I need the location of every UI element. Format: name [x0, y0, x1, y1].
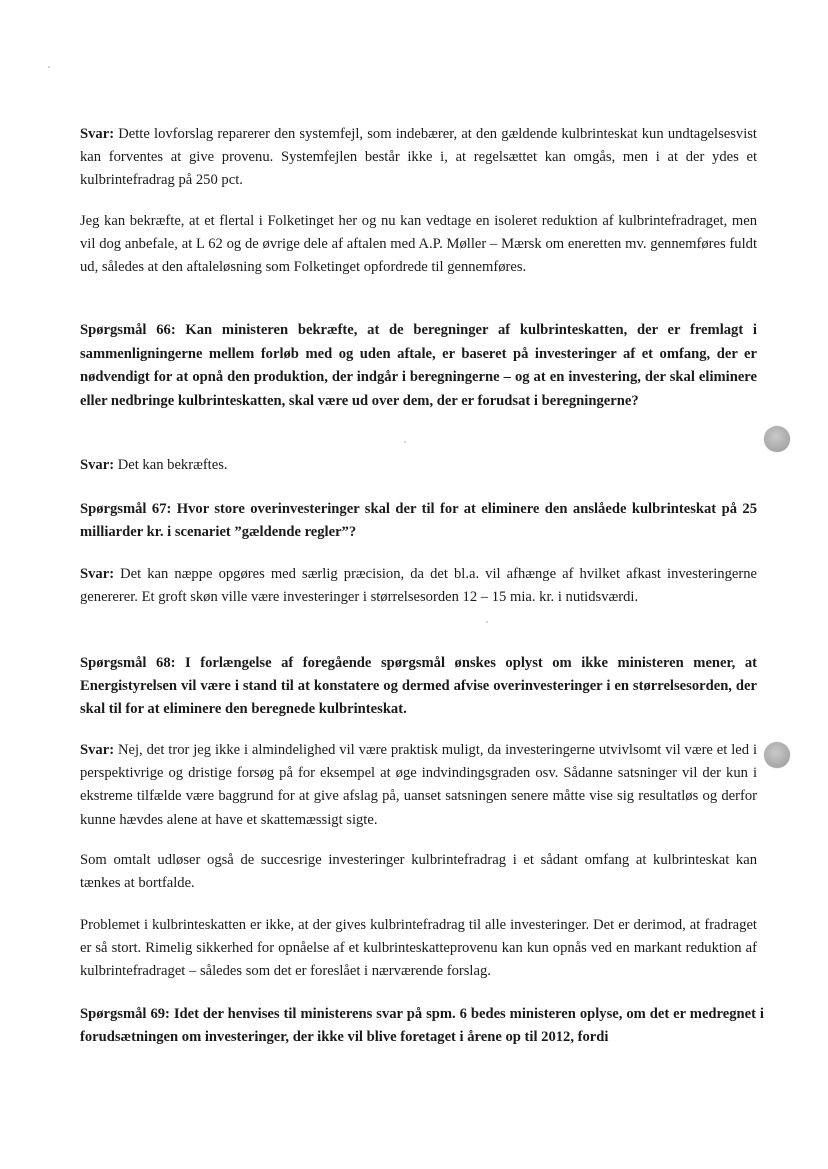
answer-text: Det kan næppe opgøres med særlig præcision, da det bl.a. vil afhænge af hvilket afkast investeringerne genererer. Et groft skøn ville være investeringer i størrelsesorden 12 – 15 mia. kr. i nutidsværdi. — [80, 566, 757, 606]
answer-label: Svar: — [80, 457, 115, 473]
scan-speck — [486, 621, 488, 623]
question-66: Spørgsmål 66: Kan ministeren bekræfte, at de beregninger af kulbrinteskatten, der er fremlagt i sammenligningerne mellem forløb med og uden aftale, er baseret på investeringer af et omfang, der er nødvendigt for at opnå den produktion, der indgår i beregningerne – og at en investering, der skal eliminere eller nedbringe kulbrinteskatten, skal være ud over dem, der er forudsat i beregningerne? — [80, 322, 757, 409]
answer-text: Nej, det tror jeg ikke i almindelighed vil være praktisk muligt, da investeringerne utvivlsomt vil være et led i perspektivrige og dristige forsøg på for eksempel at øge indvindingsgraden osv. Sådanne satsninger vil der kun i ekstreme tilfælde være baggrund for at give afslag på, uanset satsningen senere måtte vise sig resultatløs og derfor kunne hævdes alene at have et skattemæssigt sigte. — [80, 742, 757, 828]
punch-hole-mark — [764, 742, 790, 768]
body-paragraph: Jeg kan bekræfte, at et flertal i Folketinget her og nu kan vedtage en isoleret reduktion af kulbrintefradraget, men vil dog anbefale, at L 62 og de øvrige dele af aftalen med A.P. Møller – Mærsk om eneretten mv. gennemføres fuldt ud, således at den aftaleløsning som Folketinget opfordrede til gennemføres. — [80, 213, 757, 276]
question-67: Spørgsmål 67: Hvor store overinvesteringer skal der til for at eliminere den anslåede kulbrinteskat på 25 milliarder kr. i scenariet ”gældende regler”? — [80, 501, 757, 541]
body-paragraph: Problemet i kulbrinteskatten er ikke, at der gives kulbrintefradrag til alle investeringer. Det er derimod, at fradraget er så stort. Rimelig sikkerhed for opnåelse af et kulbrinteskatteprovenu kan kun opnås ved en markant reduktion af kulbrintefradraget – således som det er foreslået i nærværende forslag. — [80, 917, 757, 980]
answer-paragraph — [80, 739, 757, 832]
question-68: Spørgsmål 68: I forlængelse af foregående spørgsmål ønskes oplyst om ikke ministeren mener, at Energistyrelsen vil være i stand til at konstatere og dermed afvise overinvesteringer i en størrelsesorden, der skal til for at eliminere den beregnede kulbrinteskat. — [80, 655, 757, 718]
answer-text: Dette lovforslag reparerer den systemfejl, som indebærer, at den gældende kulbrinteskat kun undtagelsesvist kan forventes at give provenu. Systemfejlen består ikke i, at regelsættet kan omgås, men i at der ydes et kulbrintefradrag på 250 pct. — [80, 126, 757, 189]
question-69: Spørgsmål 69: Idet der henvises til ministerens svar på spm. 6 bedes ministeren oplyse, om det er medregnet i forudsætningen om investeringer, der ikke vil blive foretaget i årene op til 2012, fordi — [80, 1006, 764, 1046]
answer-label: Svar: — [80, 566, 115, 582]
scan-speck — [404, 441, 406, 443]
answer-paragraph — [80, 563, 757, 609]
scan-speck — [48, 66, 50, 68]
answer-label: Svar: — [80, 126, 115, 142]
answer-label: Svar: — [80, 742, 115, 758]
answer-text: Det kan bekræftes. — [114, 457, 228, 473]
answer-paragraph — [80, 123, 757, 193]
body-paragraph: Som omtalt udløser også de succesrige investeringer kulbrintefradrag i et sådant omfang at kulbrinteskat kan tænkes at bortfalde. — [80, 852, 757, 892]
answer-paragraph — [80, 454, 757, 477]
punch-hole-mark — [764, 426, 790, 452]
